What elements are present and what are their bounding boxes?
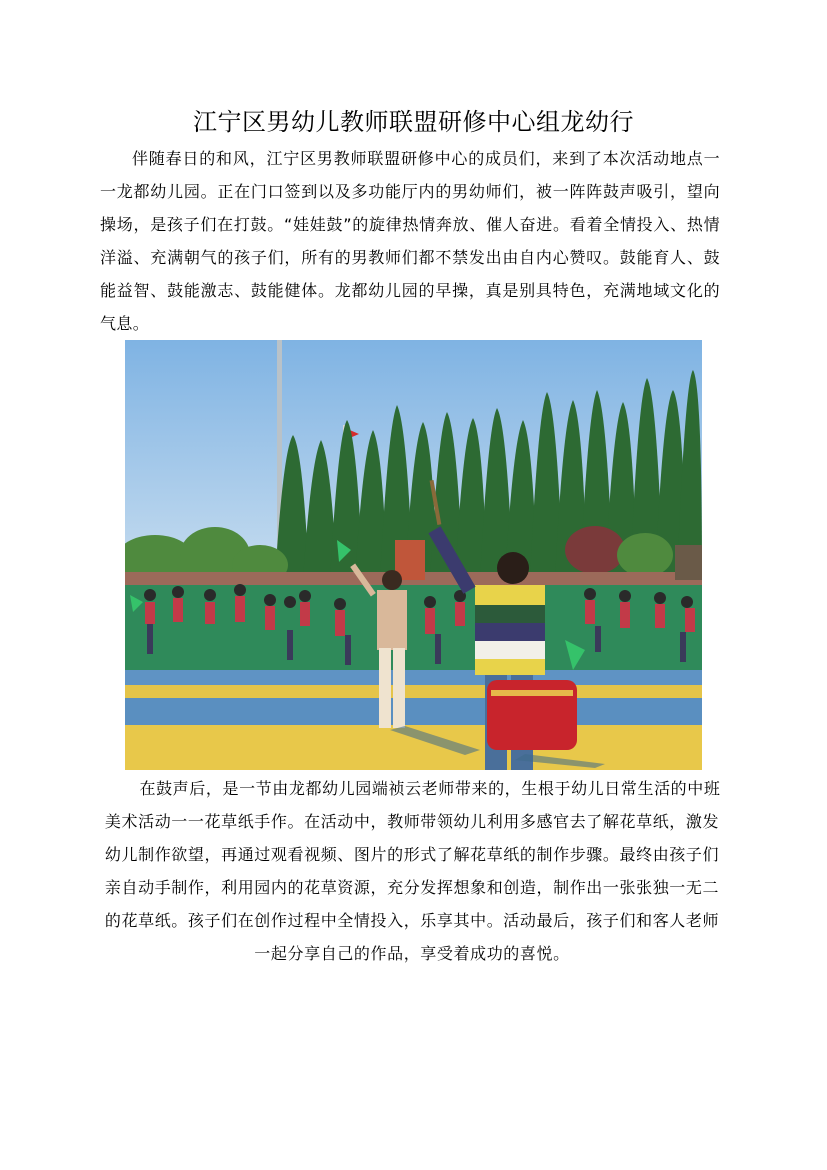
paragraph-1: 伴随春日的和风，江宁区男教师联盟研修中心的成员们，来到了本次活动地点一一龙都幼儿园。正在门口签到以及多功能厅内的男幼师们，被一阵阵鼓声吸引，望向操场，是孩子们在打鼓。“娃娃鼓”的旋律热情奔放、催人奋进。看着全情投入、热情洋溢、充满朝气的孩子们，所有的男教师们都不禁发出由自内心赞叹。鼓能育人、鼓能益智、鼓能激志、鼓能健体。龙都幼儿园的早操，真是别具特色，充满地域文化的气息。 bbox=[100, 149, 720, 333]
paragraph-2-text: 在鼓声后，是一节由龙都幼儿园端祯云老师带来的，生根于幼儿日常生活的中班美术活动一一花草纸手作。在活动中，教师带领幼儿利用多感官去了解花草纸，激发幼儿制作欲望，再通过观看视频、图片的形式了解花草纸的制作步骤。最终由孩子们亲自动手制作，利用园内的花草资源，充分发挥想象和创造，制作出一张张独一无二的花草纸。孩子们在创作过程中全情投入，乐享其中。活动最后，孩子们和客人老师一起分享自己的作品，享受着成功的喜悦。 bbox=[104, 779, 721, 963]
morning-drum-exercise-photo bbox=[125, 340, 702, 770]
paragraph-2 bbox=[103, 772, 721, 970]
document-title: 江宁区男幼儿教师联盟研修中心组龙幼行 bbox=[193, 108, 634, 136]
